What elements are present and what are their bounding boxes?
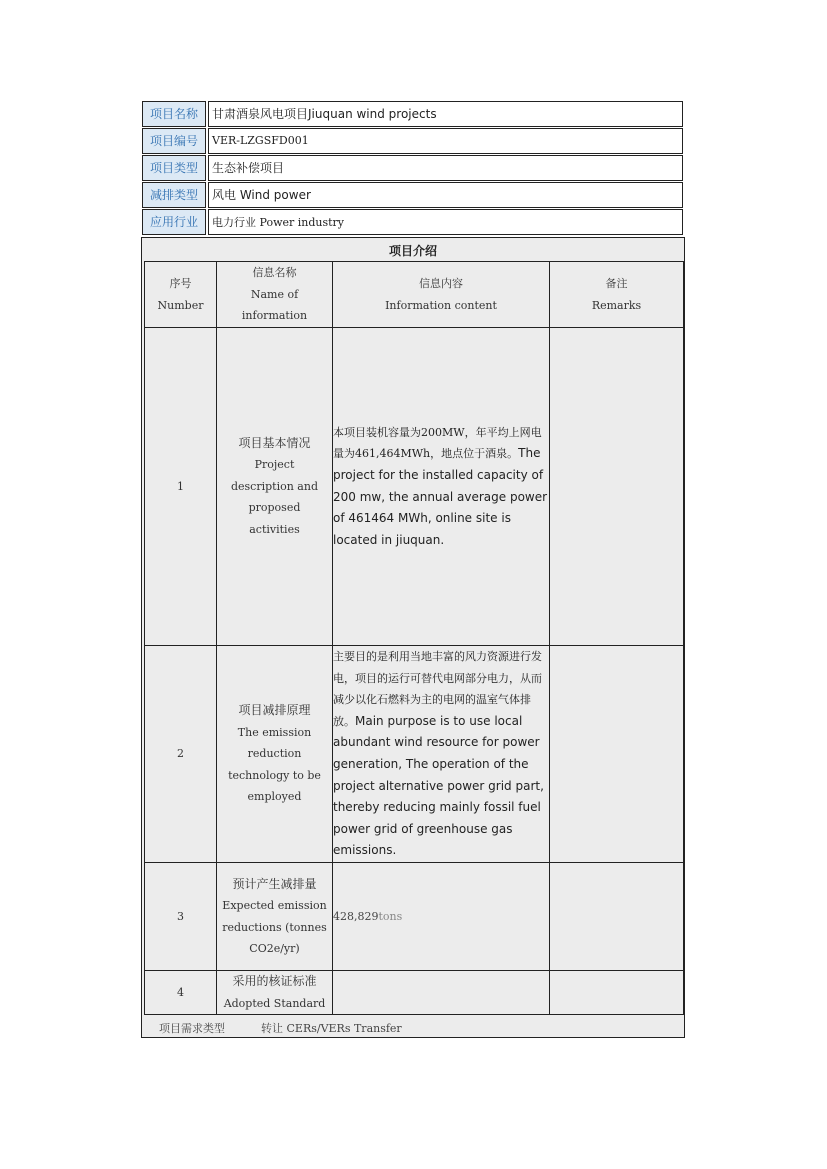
row-3-unit: tons bbox=[378, 909, 403, 923]
row-2-content-cn: 主要目的是利用当地丰富的风力资源进行发电，项目的运行可替代电网部分电力，从而减少以化石燃料为主的电网的温室气体排放。 bbox=[333, 650, 542, 728]
intro-title: 项目介绍 bbox=[388, 244, 437, 258]
row-3-name bbox=[217, 863, 333, 971]
industry-value bbox=[208, 209, 683, 235]
row-3-remarks bbox=[550, 863, 684, 971]
column-content-en: Information content bbox=[385, 298, 497, 312]
row-2-content bbox=[333, 646, 550, 863]
header-row-project-name bbox=[142, 101, 685, 127]
row-4-number: 4 bbox=[145, 971, 217, 1015]
row-3-name-en: Expected emission reductions (tonnes CO2e/yr) bbox=[222, 899, 327, 955]
row-1-name-cn: 项目基本情况 bbox=[238, 435, 311, 450]
project-name-value bbox=[208, 101, 683, 127]
row-2-name-en: The emission reduction technology to be employed bbox=[228, 725, 321, 804]
table-row bbox=[145, 863, 684, 971]
project-type-value bbox=[208, 155, 683, 181]
table-header-row bbox=[145, 262, 684, 328]
demand-type-value: 转让 CERs/VERs Transfer bbox=[261, 1022, 402, 1035]
reduction-type-cn: 风电 bbox=[212, 188, 240, 202]
row-3-number: 3 bbox=[145, 863, 217, 971]
column-header-remarks bbox=[550, 262, 684, 328]
column-name-cn: 信息名称 bbox=[252, 266, 297, 280]
row-2-name-cn: 项目减排原理 bbox=[238, 703, 311, 718]
row-4-content bbox=[333, 971, 550, 1015]
project-intro-section bbox=[141, 237, 685, 1038]
project-number-value bbox=[208, 128, 683, 154]
reduction-type-value bbox=[208, 182, 683, 208]
intro-table bbox=[144, 261, 684, 1015]
reduction-type-label: 减排类型 bbox=[142, 182, 206, 208]
demand-type-label: 项目需求类型 bbox=[159, 1022, 225, 1035]
table-row bbox=[145, 328, 684, 646]
project-number-label: 项目编号 bbox=[142, 128, 206, 154]
project-name-en: Jiuquan wind projects bbox=[308, 107, 437, 121]
row-1-name bbox=[217, 328, 333, 646]
row-1-name-en: Project description and proposed activities bbox=[230, 458, 318, 536]
project-number-text: VER-LZGSFD001 bbox=[212, 134, 309, 147]
header-row-reduction-type bbox=[142, 182, 685, 208]
row-2-name bbox=[217, 646, 333, 863]
table-row bbox=[145, 971, 684, 1015]
row-4-name-cn: 采用的核证标准 bbox=[232, 974, 317, 988]
row-2-content-en: Main purpose is to use local abundant wind resource for power generation, The operation of the project alternative power grid part, thereby reducing mainly fossil fuel power grid of greenhouse gas emissions. bbox=[333, 713, 544, 858]
row-4-name-en: Adopted Standard bbox=[223, 996, 326, 1010]
row-1-remarks bbox=[550, 328, 684, 646]
project-name-label: 项目名称 bbox=[142, 101, 206, 127]
industry-label: 应用行业 bbox=[142, 209, 206, 235]
row-1-content bbox=[333, 328, 550, 646]
header-row-project-type bbox=[142, 155, 685, 181]
header-row-industry bbox=[142, 209, 685, 235]
row-1-number: 1 bbox=[145, 328, 217, 646]
row-2-number: 2 bbox=[145, 646, 217, 863]
column-header-name bbox=[217, 262, 333, 328]
table-row bbox=[145, 646, 684, 863]
column-number-en: Number bbox=[157, 298, 204, 312]
column-name-en: Name of information bbox=[241, 287, 308, 323]
column-header-number bbox=[145, 262, 217, 328]
column-remarks-en: Remarks bbox=[591, 298, 642, 312]
column-number-cn: 序号 bbox=[169, 277, 192, 290]
row-2-remarks bbox=[550, 646, 684, 863]
column-remarks-cn: 备注 bbox=[605, 277, 628, 290]
row-4-name bbox=[217, 971, 333, 1015]
header-row-project-number bbox=[142, 128, 685, 154]
row-1-content-cn: 本项目装机容量为200MW，年平均上网电量为461,464MWh，地点位于酒泉。 bbox=[333, 425, 542, 461]
project-name-cn: 甘肃酒泉风电项目 bbox=[212, 107, 309, 121]
column-header-content bbox=[333, 262, 550, 328]
row-4-remarks bbox=[550, 971, 684, 1015]
row-3-content bbox=[333, 863, 550, 971]
project-type-text: 生态补偿项目 bbox=[212, 161, 285, 175]
reduction-type-en: Wind power bbox=[239, 188, 311, 202]
column-content-cn: 信息内容 bbox=[419, 277, 463, 290]
industry-text: 电力行业 Power industry bbox=[212, 216, 345, 229]
project-type-label: 项目类型 bbox=[142, 155, 206, 181]
row-3-name-cn: 预计产生减排量 bbox=[232, 876, 317, 891]
demand-type-line bbox=[159, 1020, 438, 1036]
row-1-content-en: The project for the installed capacity of 200 mw, the annual average power of 461464 MWh, online site is located in jiuquan. bbox=[333, 446, 548, 547]
row-3-value: 428,829 bbox=[333, 909, 379, 923]
